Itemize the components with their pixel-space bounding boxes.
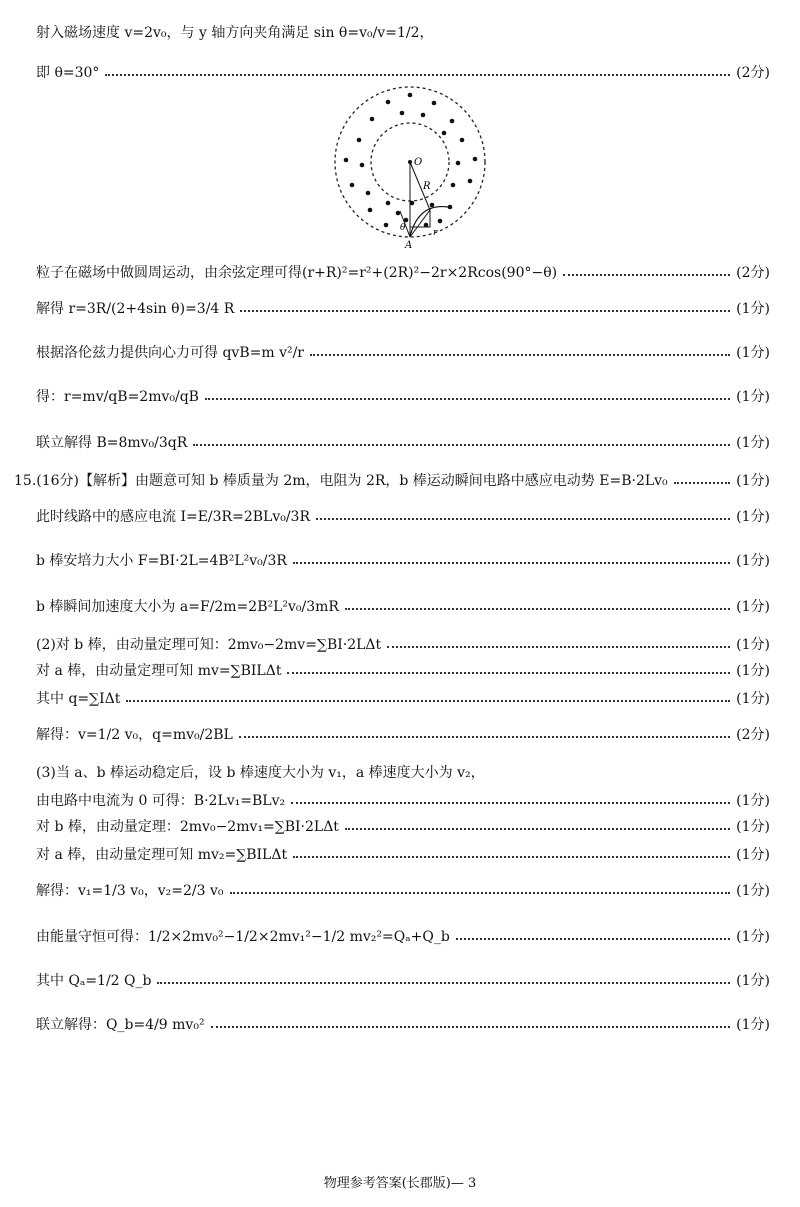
line-8: 15.(16分)【解析】由题意可知 b 棒质量为 2m，电阻为 2R，b 棒运动瞬间电路中感应电动势 E=B·2Lv₀ (1分) <box>14 470 770 490</box>
line-23: 联立解得：Q_b=4/9 mv₀² (1分) <box>36 1014 770 1034</box>
score: (1分) <box>736 1017 770 1033</box>
score: (1分) <box>736 509 770 525</box>
line-20: 解得：v₁=1/3 v₀，v₂=2/3 v₀ (1分) <box>36 880 770 900</box>
page-footer: 物理参考答案(长郡版)— 3 <box>323 1176 477 1191</box>
line-11: b 棒瞬间加速度大小为 a=F/2m=2B²L²v₀/3mR (1分) <box>36 596 770 616</box>
score: (1分) <box>736 929 770 945</box>
score: (1分) <box>736 663 770 679</box>
label-r: r <box>433 228 438 238</box>
line-22: 其中 Qₐ=1/2 Q_b (1分) <box>36 970 770 990</box>
score: (1分) <box>736 847 770 863</box>
line-9: 此时线路中的感应电流 I=E/3R=2BLv₀/3R (1分) <box>36 506 770 526</box>
score: (2分) <box>736 727 770 743</box>
line-5: 根据洛伦兹力提供向心力可得 qvB=m v²/r (1分) <box>36 342 770 362</box>
line-14: 其中 q=∑IΔt (1分) <box>36 688 770 708</box>
score: (1分) <box>736 435 770 451</box>
score: (1分) <box>736 973 770 989</box>
label-A: A <box>405 240 413 250</box>
score: (1分) <box>736 883 770 899</box>
line-15: 解得：v=1/2 v₀，q=mv₀/2BL (2分) <box>36 724 770 744</box>
score: (1分) <box>736 389 770 405</box>
line-13: 对 a 棒，由动量定理可知 mv=∑BILΔt (1分) <box>36 660 770 680</box>
label-O: O <box>414 157 423 168</box>
score: (2分) <box>736 265 770 281</box>
line-7: 联立解得 B=8mv₀/3qR (1分) <box>36 432 770 452</box>
line-17: 由电路中电流为 0 可得：B·2Lv₁=BLv₂ (1分) <box>36 790 770 810</box>
label-theta: θ <box>400 223 406 233</box>
score: (1分) <box>736 793 770 809</box>
line-21: 由能量守恒可得：1/2×2mv₀²−1/2×2mv₁²−1/2 mv₂²=Qₐ+Q_b (1分) <box>36 926 770 946</box>
score: (1分) <box>736 301 770 317</box>
score: (1分) <box>736 553 770 569</box>
magnetic-field-diagram <box>330 85 490 250</box>
line-10: b 棒安培力大小 F=BI·2L=4B²L²v₀/3R (1分) <box>36 550 770 570</box>
score: (1分) <box>736 473 770 489</box>
line-4: 解得 r=3R/(2+4sin θ)=3/4 R (1分) <box>36 298 770 318</box>
score: (2分) <box>736 65 770 81</box>
line-18: 对 b 棒，由动量定理：2mv₀−2mv₁=∑BI·2LΔt (1分) <box>36 816 770 836</box>
score: (1分) <box>736 345 770 361</box>
line-2: 即 θ=30° (2分) <box>36 62 770 82</box>
line-12: (2)对 b 棒，由动量定理可知：2mv₀−2mv=∑BI·2LΔt (1分) <box>36 634 770 654</box>
line-19: 对 a 棒，由动量定理可知 mv₂=∑BILΔt (1分) <box>36 844 770 864</box>
score: (1分) <box>736 637 770 653</box>
line-3: 粒子在磁场中做圆周运动，由余弦定理可得(r+R)²=r²+(2R)²−2r×2Rcos(90°−θ) (2分) <box>36 262 770 282</box>
score: (1分) <box>736 691 770 707</box>
label-R: R <box>423 181 431 192</box>
score: (1分) <box>736 599 770 615</box>
line-6: 得：r=mv/qB=2mv₀/qB (1分) <box>36 386 770 406</box>
line-1: 射入磁场速度 v=2v₀，与 y 轴方向夹角满足 sin θ=v₀/v=1/2， <box>36 25 434 41</box>
score: (1分) <box>736 819 770 835</box>
line-16: (3)当 a、b 棒运动稳定后，设 b 棒速度大小为 v₁，a 棒速度大小为 v₂， <box>36 765 485 781</box>
